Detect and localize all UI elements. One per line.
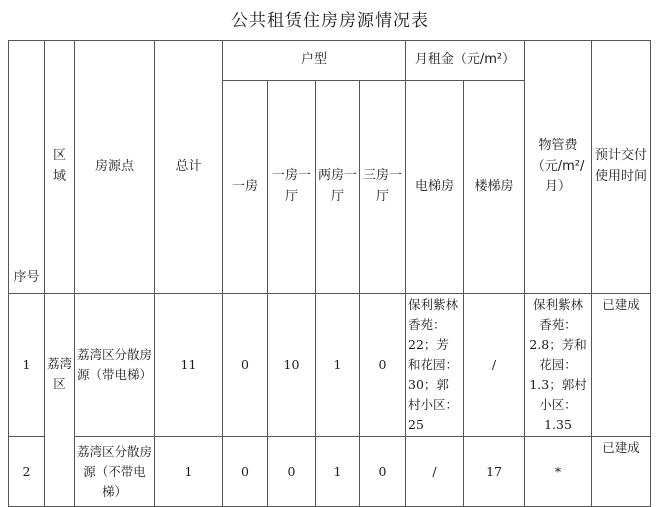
header-district: 区域 — [45, 41, 75, 294]
cell-two-bed-one-hall: 1 — [316, 294, 360, 437]
header-stair: 楼梯房 — [464, 81, 525, 294]
table-title: 公共租赁住房房源情况表 — [231, 11, 429, 31]
housing-table — [8, 40, 651, 507]
cell-seq: 1 — [9, 294, 45, 437]
cell-two-bed-one-hall: 1 — [316, 437, 360, 507]
cell-three-bed-one-hall: 0 — [360, 437, 406, 507]
header-mgmt-fee: 物管费（元/m²/月） — [525, 41, 592, 294]
header-unit-type: 户型 — [223, 41, 406, 81]
cell-three-bed-one-hall: 0 — [360, 294, 406, 437]
cell-total: 1 — [155, 437, 223, 507]
header-rent: 月租金（元/m²） — [406, 41, 525, 81]
cell-seq: 2 — [9, 437, 45, 507]
cell-delivery: 已建成 — [592, 437, 651, 507]
cell-mgmt-fee: 保利紫林香苑：2.8；芳和花园：1.3；郭村小区：1.35 — [525, 294, 592, 437]
table-row — [9, 294, 651, 437]
cell-mgmt-fee: * — [525, 437, 592, 507]
cell-district: 荔湾区 — [45, 294, 75, 507]
cell-source: 荔湾区分散房源（带电梯） — [75, 294, 155, 437]
cell-one-bed-one-hall: 10 — [268, 294, 316, 437]
header-three-bed-one-hall: 三房一厅 — [360, 81, 406, 294]
header-two-bed-one-hall: 两房一厅 — [316, 81, 360, 294]
header-delivery: 预计交付使用时间 — [592, 41, 651, 294]
cell-one-bed-one-hall: 0 — [268, 437, 316, 507]
cell-stair-rent: / — [464, 294, 525, 437]
cell-source: 荔湾区分散房源（不带电梯） — [75, 437, 155, 507]
cell-stair-rent: 17 — [464, 437, 525, 507]
header-source: 房源点 — [75, 41, 155, 294]
header-one-room: 一房 — [223, 81, 268, 294]
header-elevator: 电梯房 — [406, 81, 464, 294]
cell-elevator-rent: / — [406, 437, 464, 507]
cell-delivery: 已建成 — [592, 294, 651, 437]
cell-total: 11 — [155, 294, 223, 437]
header-one-bed-one-hall: 一房一厅 — [268, 81, 316, 294]
header-row-1 — [9, 41, 651, 81]
cell-elevator-rent: 保利紫林香苑：22；芳和花园：30；郭村小区：25 — [406, 294, 464, 437]
header-seq: 序号 — [9, 41, 45, 294]
cell-one-room: 0 — [223, 294, 268, 437]
table-row — [9, 437, 651, 507]
header-total: 总计 — [155, 41, 223, 294]
cell-one-room: 0 — [223, 437, 268, 507]
